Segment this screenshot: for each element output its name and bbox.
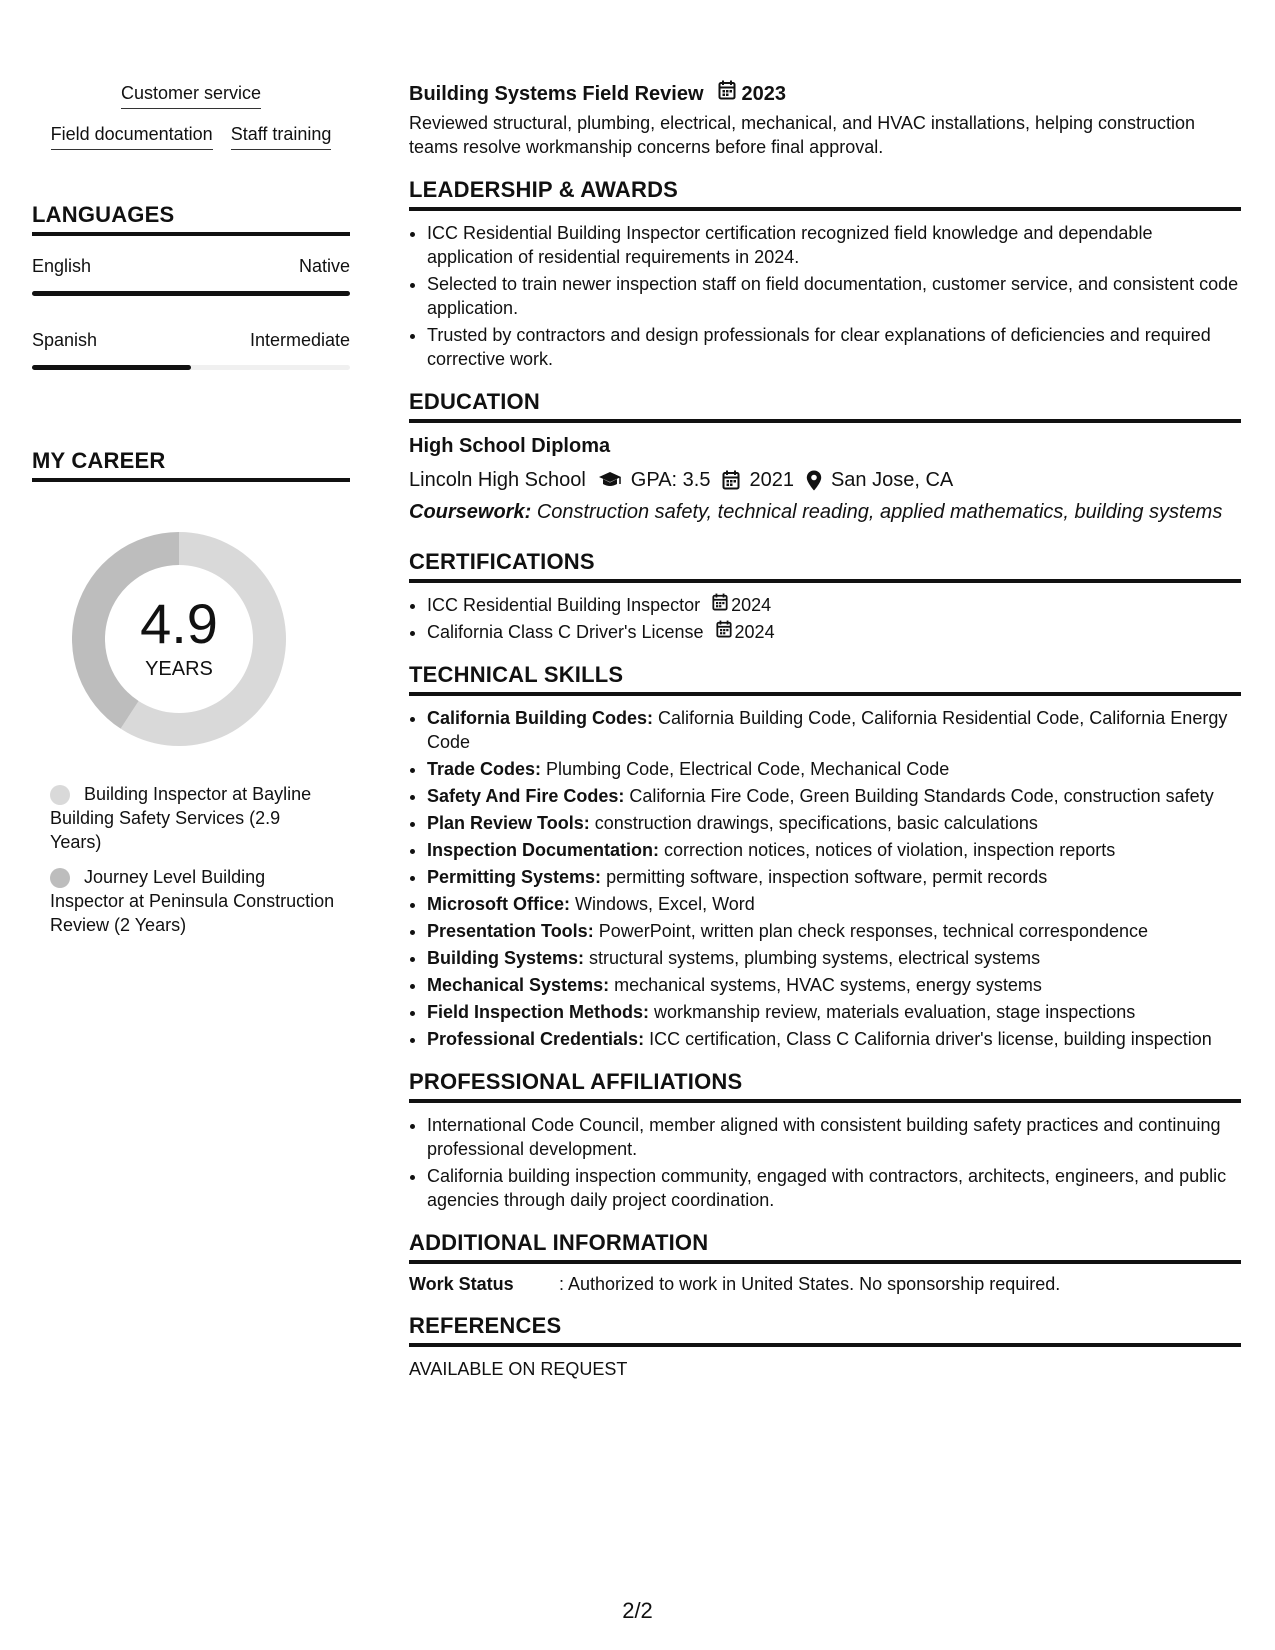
leadership-item: • Trusted by contractors and design professionals for clear explanations of deficiencies and required corrective work.	[427, 323, 1241, 371]
technical-skills-heading: TECHNICAL SKILLS	[409, 662, 1241, 696]
skill-item	[427, 838, 1241, 862]
career-list	[50, 782, 336, 937]
affiliations-heading: PROFESSIONAL AFFILIATIONS	[409, 1069, 1241, 1103]
career-item-label: Journey Level Building Inspector at Peninsula Construction Review (2 Years)	[50, 867, 335, 935]
skill-tag: Staff training	[231, 123, 332, 150]
certification-name: • ICC Residential Building Inspector	[427, 595, 701, 615]
calendar-icon	[716, 620, 735, 644]
skill-tag: Field documentation	[51, 123, 213, 150]
education-degree: High School Diploma	[409, 435, 611, 457]
career-section	[32, 448, 350, 937]
leadership-heading: LEADERSHIP & AWARDS	[409, 177, 1241, 211]
language-level: Native	[298, 256, 350, 276]
education-year: 2021	[749, 469, 794, 491]
career-donut-chart	[66, 526, 292, 752]
calendar-icon	[718, 80, 736, 107]
skill-values: Plumbing Code, Electrical Code, Mechanical Code	[546, 759, 950, 779]
work-status-label: Work Status	[409, 1274, 514, 1294]
additional-info-heading: ADDITIONAL INFORMATION	[409, 1230, 1241, 1264]
job-date: 2023	[741, 82, 787, 105]
skill-category: Safety And Fire Codes:	[427, 786, 625, 806]
language-row	[32, 256, 350, 277]
certifications-heading: CERTIFICATIONS	[409, 549, 1241, 583]
technical-skills-list	[409, 706, 1241, 1051]
affiliations-list	[409, 1113, 1241, 1212]
skill-tags-row	[32, 123, 350, 150]
skill-values: workmanship review, materials evaluation, stage inspections	[654, 1002, 1136, 1022]
skill-category: Professional Credentials:	[427, 1029, 645, 1049]
career-heading: MY CAREER	[32, 448, 350, 482]
work-status-row	[409, 1274, 1241, 1295]
skill-item	[427, 706, 1241, 754]
skill-item	[427, 811, 1241, 835]
skill-values: structural systems, plumbing systems, electrical systems	[589, 948, 1041, 968]
education-location: San Jose, CA	[830, 469, 954, 491]
skill-item	[427, 1027, 1241, 1051]
language-level: Intermediate	[249, 330, 350, 350]
skill-values: Windows, Excel, Word	[575, 894, 755, 914]
language-proficiency-bar	[32, 365, 350, 370]
language-row	[32, 330, 350, 351]
skill-category: Permitting Systems:	[427, 867, 602, 887]
skill-values: California Fire Code, Green Building Standards Code, construction safety	[629, 786, 1214, 806]
skill-values: California Building Code, California Residential Code, California Energy Code	[427, 708, 1228, 752]
certification-item	[427, 620, 1241, 644]
skill-item	[427, 784, 1241, 808]
education-heading: EDUCATION	[409, 389, 1241, 423]
language-proficiency-fill	[32, 291, 350, 296]
job-title-row	[409, 80, 1241, 107]
education-gpa: GPA: 3.5	[630, 469, 711, 491]
skill-category: Plan Review Tools:	[427, 813, 590, 833]
skill-item	[427, 973, 1241, 997]
map-pin-icon	[806, 470, 822, 491]
skill-item	[427, 919, 1241, 943]
affiliation-item: • International Code Council, member aligned with consistent building safety practices and continuing professional development.	[427, 1113, 1241, 1161]
page-number: 2/2	[622, 1598, 653, 1623]
certifications-list	[409, 593, 1241, 644]
languages-heading: LANGUAGES	[32, 202, 350, 236]
graduation-cap-icon	[598, 471, 622, 489]
job-description: Reviewed structural, plumbing, electrical, mechanical, and HVAC installations, helping construction teams resolve workmanship concerns before final approval.	[409, 113, 1196, 157]
references-heading: REFERENCES	[409, 1313, 1241, 1347]
leadership-item: • Selected to train newer inspection staff on field documentation, customer service, and consistent code application.	[427, 272, 1241, 320]
skill-item	[427, 892, 1241, 916]
references-text: AVAILABLE ON REQUEST	[409, 1359, 628, 1379]
career-item-label: Building Inspector at Bayline Building Safety Services (2.9 Years)	[50, 784, 312, 852]
skill-category: Trade Codes:	[427, 759, 542, 779]
coursework-label: Coursework:	[409, 501, 532, 523]
certification-year: 2024	[734, 622, 775, 642]
skill-category: Microsoft Office:	[427, 894, 571, 914]
education-school: Lincoln High School	[409, 469, 586, 491]
work-status-value: : Authorized to work in United States. No sponsorship required.	[559, 1274, 1061, 1294]
skill-category: Field Inspection Methods:	[427, 1002, 650, 1022]
skill-values: ICC certification, Class C California driver's license, building inspection	[649, 1029, 1212, 1049]
career-item	[50, 865, 336, 937]
skill-values: correction notices, notices of violation, inspection reports	[664, 840, 1116, 860]
certification-year: 2024	[731, 595, 772, 615]
skill-category: Mechanical Systems:	[427, 975, 610, 995]
skill-category: Building Systems:	[427, 948, 585, 968]
calendar-icon	[722, 470, 740, 490]
skill-category: California Building Codes:	[427, 708, 654, 728]
career-item	[50, 782, 336, 854]
career-legend-dot	[50, 785, 70, 805]
skill-item	[427, 757, 1241, 781]
language-proficiency-bar	[32, 291, 350, 296]
language-proficiency-fill	[32, 365, 191, 370]
skill-item	[427, 865, 1241, 889]
skill-item	[427, 1000, 1241, 1024]
calendar-icon	[712, 593, 731, 617]
languages-section	[32, 202, 350, 370]
leadership-item: • ICC Residential Building Inspector certification recognized field knowledge and dependable application of residential requirements in 2024.	[427, 221, 1241, 269]
skill-tags-row	[32, 82, 350, 109]
skill-item	[427, 946, 1241, 970]
main-column	[409, 80, 1241, 1380]
sidebar	[32, 82, 350, 948]
affiliation-item: • California building inspection community, engaged with contractors, architects, engineers, and public agencies through daily project coordination.	[427, 1164, 1241, 1212]
coursework-text: Construction safety, technical reading, applied mathematics, building systems	[536, 501, 1223, 523]
job-title: Building Systems Field Review	[409, 82, 704, 105]
career-total-unit: YEARS	[145, 658, 213, 680]
leadership-list	[409, 221, 1241, 371]
education-coursework	[409, 499, 1241, 525]
skill-values: construction drawings, specifications, basic calculations	[594, 813, 1038, 833]
education-meta	[409, 467, 1241, 493]
skill-values: PowerPoint, written plan check responses, technical correspondence	[598, 921, 1149, 941]
skill-category: Inspection Documentation:	[427, 840, 660, 860]
skill-values: permitting software, inspection software, permit records	[606, 867, 1048, 887]
certification-item	[427, 593, 1241, 617]
career-total-value: 4.9	[140, 592, 218, 655]
language-name: Spanish	[32, 330, 98, 350]
skill-values: mechanical systems, HVAC systems, energy systems	[614, 975, 1042, 995]
career-legend-dot	[50, 868, 70, 888]
skill-tag: Customer service	[121, 82, 261, 109]
skill-category: Presentation Tools:	[427, 921, 594, 941]
certification-name: • California Class C Driver's License	[427, 622, 704, 642]
language-name: English	[32, 256, 92, 276]
